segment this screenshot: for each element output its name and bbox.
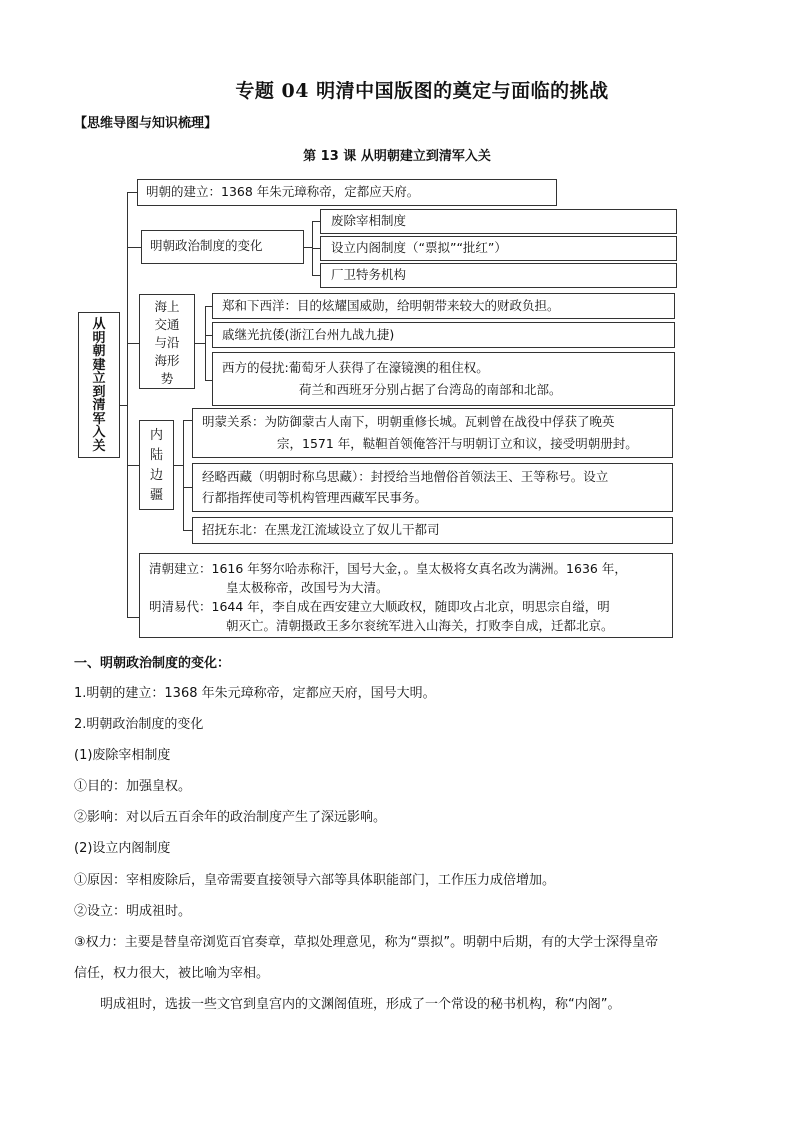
connector [304,247,312,248]
paragraph [74,933,734,984]
mindmap-politics-label [141,230,304,264]
mindmap-founding [137,179,557,206]
lesson-title: 第 13 课 从明朝建立到清军入关 [303,149,491,164]
connector [312,248,320,249]
qing-line: 明清易代：1644 年，李自成在西安建立大顺政权，随即攻占北京，明思宗自缢，明 [149,599,610,614]
mindmap-root: 从 明 朝 建 立 到 清 军 入 关 [78,312,120,458]
invasion-line: 西方的侵扰:葡萄牙人获得了在濠镜澳的租住权。 [222,360,489,375]
mongol-line: 宗，1571 年，鞑靼首领俺答汗与明朝订立和议，接受明朝册封。 [277,436,638,451]
maritime-item [212,293,675,319]
connector [183,420,192,421]
paragraph: 1.明朝的建立：1368 年朱元璋称帝，定都应天府，国号大明。 [74,686,436,701]
paragraph-line: ③权力：主要是替皇帝浏览百官奏章，草拟处理意见，称为“票拟”。明朝中后期，有的大学士深得皇帝 [74,935,659,950]
frontier-label-text: 内 陆 边 疆 [149,428,163,503]
mongol-line: 明蒙关系：为防御蒙古人南下，明朝重修长城。瓦剌曾在战役中俘获了晚英 [202,414,615,429]
tibet-line: 行都指挥使司等机构管理西藏军民事务。 [202,490,428,505]
politics-item-text: 设立内阁制度（“票拟”“批红”） [331,240,507,255]
paragraph: (2)设立内阁制度 [74,841,171,856]
mindmap-frontier-label [139,420,174,510]
maritime-item-text: 戚继光抗倭(浙江台州九战九捷) [222,327,395,342]
paragraph: ②设立：明成祖时。 [74,904,192,919]
connector [127,343,139,344]
connector [205,335,212,336]
qing-line: 朝灭亡。清朝摄政王多尔衮统军进入山海关，打败李自成，迁都北京。 [226,618,614,633]
tibet-line: 经略西藏（明朝时称乌思藏）：封授给当地僧俗首领法王、王等称号。设立 [202,469,609,484]
frontier-mongol [192,408,673,458]
connector [205,306,206,380]
connector [205,380,212,381]
maritime-item [212,322,675,348]
frontier-northeast [192,517,673,544]
connector [312,221,320,222]
connector [183,420,184,530]
mindmap-maritime-label [139,294,195,389]
connector [183,530,192,531]
northeast-text: 招抚东北：在黑龙江流域设立了奴儿干都司 [202,522,440,537]
maritime-item-text: 郑和下西洋：目的炫耀国威勋，给明朝带来较大的财政负担。 [222,298,560,313]
politics-item-text: 废除宰相制度 [331,213,407,228]
section-heading: 一、明朝政治制度的变化： [74,656,231,671]
paragraph: 明成祖时，选拔一些文官到皇宫内的文渊阁值班，形成了一个常设的秘书机构，称“内阁”。 [100,997,621,1012]
connector [127,465,139,466]
connector [127,247,141,248]
politics-item [320,236,677,261]
maritime-label-text: 海上 交通 与沿 海形 势 [154,299,180,386]
paragraph: ②影响：对以后五百余年的政治制度产生了深远影响。 [74,810,387,825]
connector [183,487,192,488]
qing-line: 皇太极称帝，改国号为大清。 [226,580,389,595]
qing-line: 清朝建立：1616 年努尔哈赤称汗，国号大金，。皇太极将女真名改为满洲。1636 年， [149,561,627,576]
mindmap-qing [139,553,673,638]
paragraph-line: 信任，权力很大，被比喻为宰相。 [74,966,270,981]
connector [174,465,183,466]
section-tag: 【思维导图与知识梳理】 [74,116,218,131]
connector [127,192,137,193]
paragraph: ①目的：加强皇权。 [74,779,192,794]
invasion-line: 荷兰和西班牙分别占据了台湾岛的南部和北部。 [299,382,562,397]
mindmap-founding-text: 明朝的建立：1368 年朱元璋称帝，定都应天府。 [146,184,420,199]
connector [205,306,212,307]
politics-item-text: 厂卫特务机构 [331,267,407,282]
frontier-tibet [192,463,673,512]
connector [312,275,320,276]
paragraph: 2.明朝政治制度的变化 [74,717,204,732]
paragraph: ①原因：宰相废除后，皇帝需要直接领导六部等具体职能部门，工作压力成倍增加。 [74,873,556,888]
connector [120,405,127,406]
maritime-invasion [212,352,675,406]
paragraph: (1)废除宰相制度 [74,748,171,763]
politics-item [320,209,677,234]
page-title: 专题 04 明清中国版图的奠定与面临的挑战 [235,80,609,102]
main-trunk [127,192,128,617]
connector [195,343,205,344]
politics-label-text: 明朝政治制度的变化 [150,238,263,253]
connector [127,617,139,618]
politics-item [320,263,677,288]
